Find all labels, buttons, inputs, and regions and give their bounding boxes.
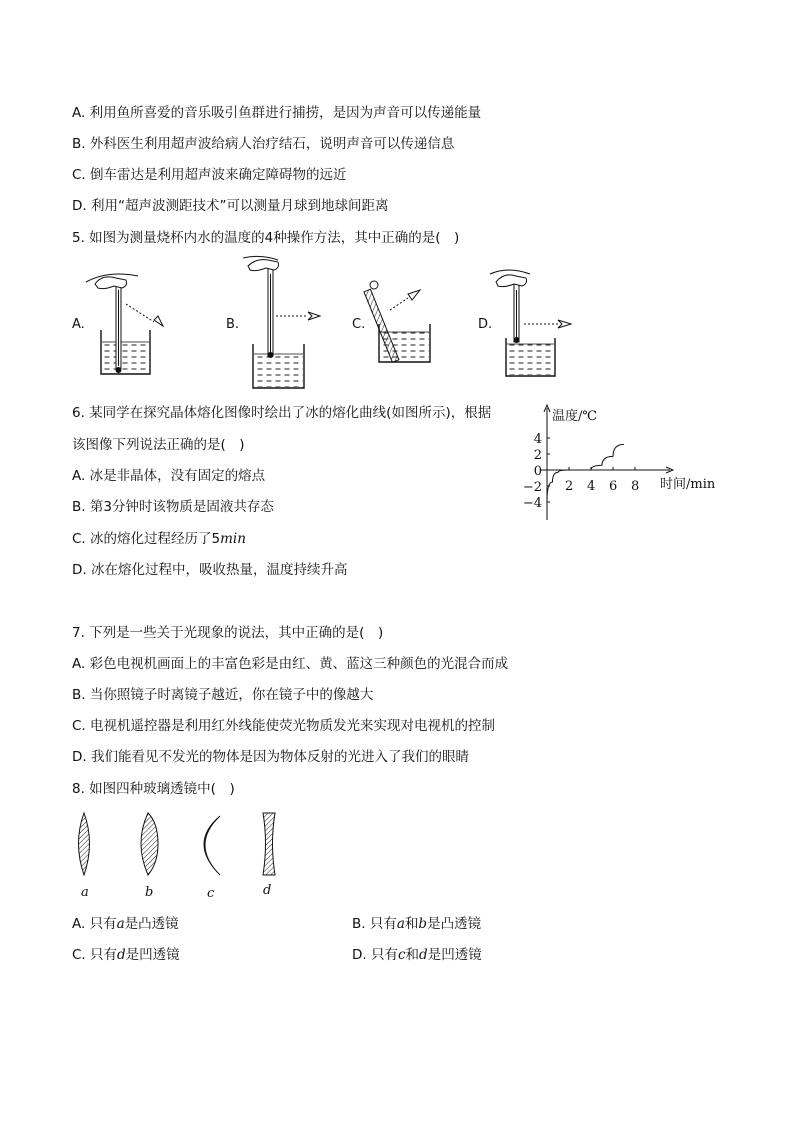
lens-d bbox=[263, 813, 275, 875]
q5-stem: 5. 如图为测量烧杯内水的温度的4种操作方法，其中正确的是( ) bbox=[72, 230, 460, 246]
x-axis-label: 时间/min bbox=[660, 477, 716, 492]
y-tick-label: 0 bbox=[533, 464, 542, 479]
q6-option-b: B. 第3分钟时该物质是固液共存态 bbox=[72, 499, 274, 515]
x-tick-label: 2 bbox=[565, 479, 574, 494]
y-tick-label: −4 bbox=[522, 496, 542, 511]
beaker-d bbox=[490, 270, 571, 376]
q6-option-c-unit: min bbox=[220, 531, 246, 547]
q5-thermometer-figures bbox=[68, 252, 588, 392]
q4-option-d: D. 利用“超声波测距技术”可以测量月球到地球间距离 bbox=[72, 198, 389, 214]
q5-figure bbox=[68, 252, 588, 392]
q8-option-b: B. 只有a和b是凸透镜 bbox=[352, 916, 482, 932]
q7-option-c: C. 电视机遥控器是利用红外线能使荧光物质发光来实现对电视机的控制 bbox=[72, 718, 496, 734]
lens-label-a: a bbox=[81, 885, 89, 900]
q7-option-b: B. 当你照镜子时离镜子越近，你在镜子中的像越大 bbox=[72, 687, 374, 703]
x-tick-label: 8 bbox=[631, 479, 640, 494]
q6-option-d: D. 冰在熔化过程中，吸收热量，温度持续升高 bbox=[72, 562, 348, 578]
q6-option-c-text: C. 冰的熔化过程经历了5 bbox=[72, 531, 221, 547]
q4-option-a: A. 利用鱼所喜爱的音乐吸引鱼群进行捕捞，是因为声音可以传递能量 bbox=[72, 105, 482, 121]
q8-stem: 8. 如图四种玻璃透镜中( ) bbox=[72, 781, 235, 797]
q7-option-a: A. 彩色电视机画面上的丰富色彩是由红、黄、蓝这三种颜色的光混合而成 bbox=[72, 656, 509, 672]
y-tick-label: 4 bbox=[533, 432, 542, 447]
q8-option-d: D. 只有c和d是凹透镜 bbox=[352, 947, 482, 963]
lens-label-b: b bbox=[145, 885, 154, 900]
beaker-c bbox=[364, 281, 430, 362]
beaker-a bbox=[86, 274, 163, 374]
y-tick-label: −2 bbox=[522, 480, 542, 495]
q4-option-c: C. 倒车雷达是利用超声波来确定障碍物的远近 bbox=[72, 167, 347, 183]
lens-a bbox=[79, 813, 90, 875]
lens-label-d: d bbox=[263, 883, 272, 898]
q7-stem: 7. 下列是一些关于光现象的说法，其中正确的是( ) bbox=[72, 625, 384, 641]
beaker-b bbox=[243, 256, 320, 388]
q5-label-b: B. bbox=[226, 317, 240, 332]
q6-stem-line1: 6. 某同学在探究晶体熔化图像时绘出了冰的熔化曲线(如图所示)，根据 bbox=[72, 405, 492, 421]
lens-label-c: c bbox=[207, 886, 215, 901]
melting-chart-svg bbox=[510, 400, 730, 525]
q5-label-a: A. bbox=[72, 317, 85, 332]
q8-lens-figure bbox=[70, 808, 290, 903]
q5-label-c: C. bbox=[352, 317, 366, 332]
q4-option-b: B. 外科医生利用超声波给病人治疗结石，说明声音可以传递信息 bbox=[72, 136, 455, 152]
q6-option-a: A. 冰是非晶体，没有固定的熔点 bbox=[72, 468, 266, 484]
x-tick-label: 6 bbox=[609, 479, 618, 494]
q8-option-a: A. 只有a是凸透镜 bbox=[72, 916, 179, 932]
melting-chart bbox=[510, 400, 730, 525]
y-tick-label: 2 bbox=[533, 448, 542, 463]
q7-option-d: D. 我们能看见不发光的物体是因为物体反射的光进入了我们的眼睛 bbox=[72, 749, 469, 765]
lens-b bbox=[141, 813, 158, 875]
y-axis-label: 温度/℃ bbox=[552, 409, 597, 424]
lens-drawings bbox=[70, 808, 290, 903]
q5-label-d: D. bbox=[478, 317, 493, 332]
x-tick-label: 4 bbox=[587, 479, 596, 494]
q6-stem-line2: 该图像下列说法正确的是( ) bbox=[72, 437, 245, 453]
q8-option-c: C. 只有d是凹透镜 bbox=[72, 947, 180, 963]
lens-c bbox=[204, 816, 220, 875]
q6-option-c bbox=[72, 530, 246, 548]
